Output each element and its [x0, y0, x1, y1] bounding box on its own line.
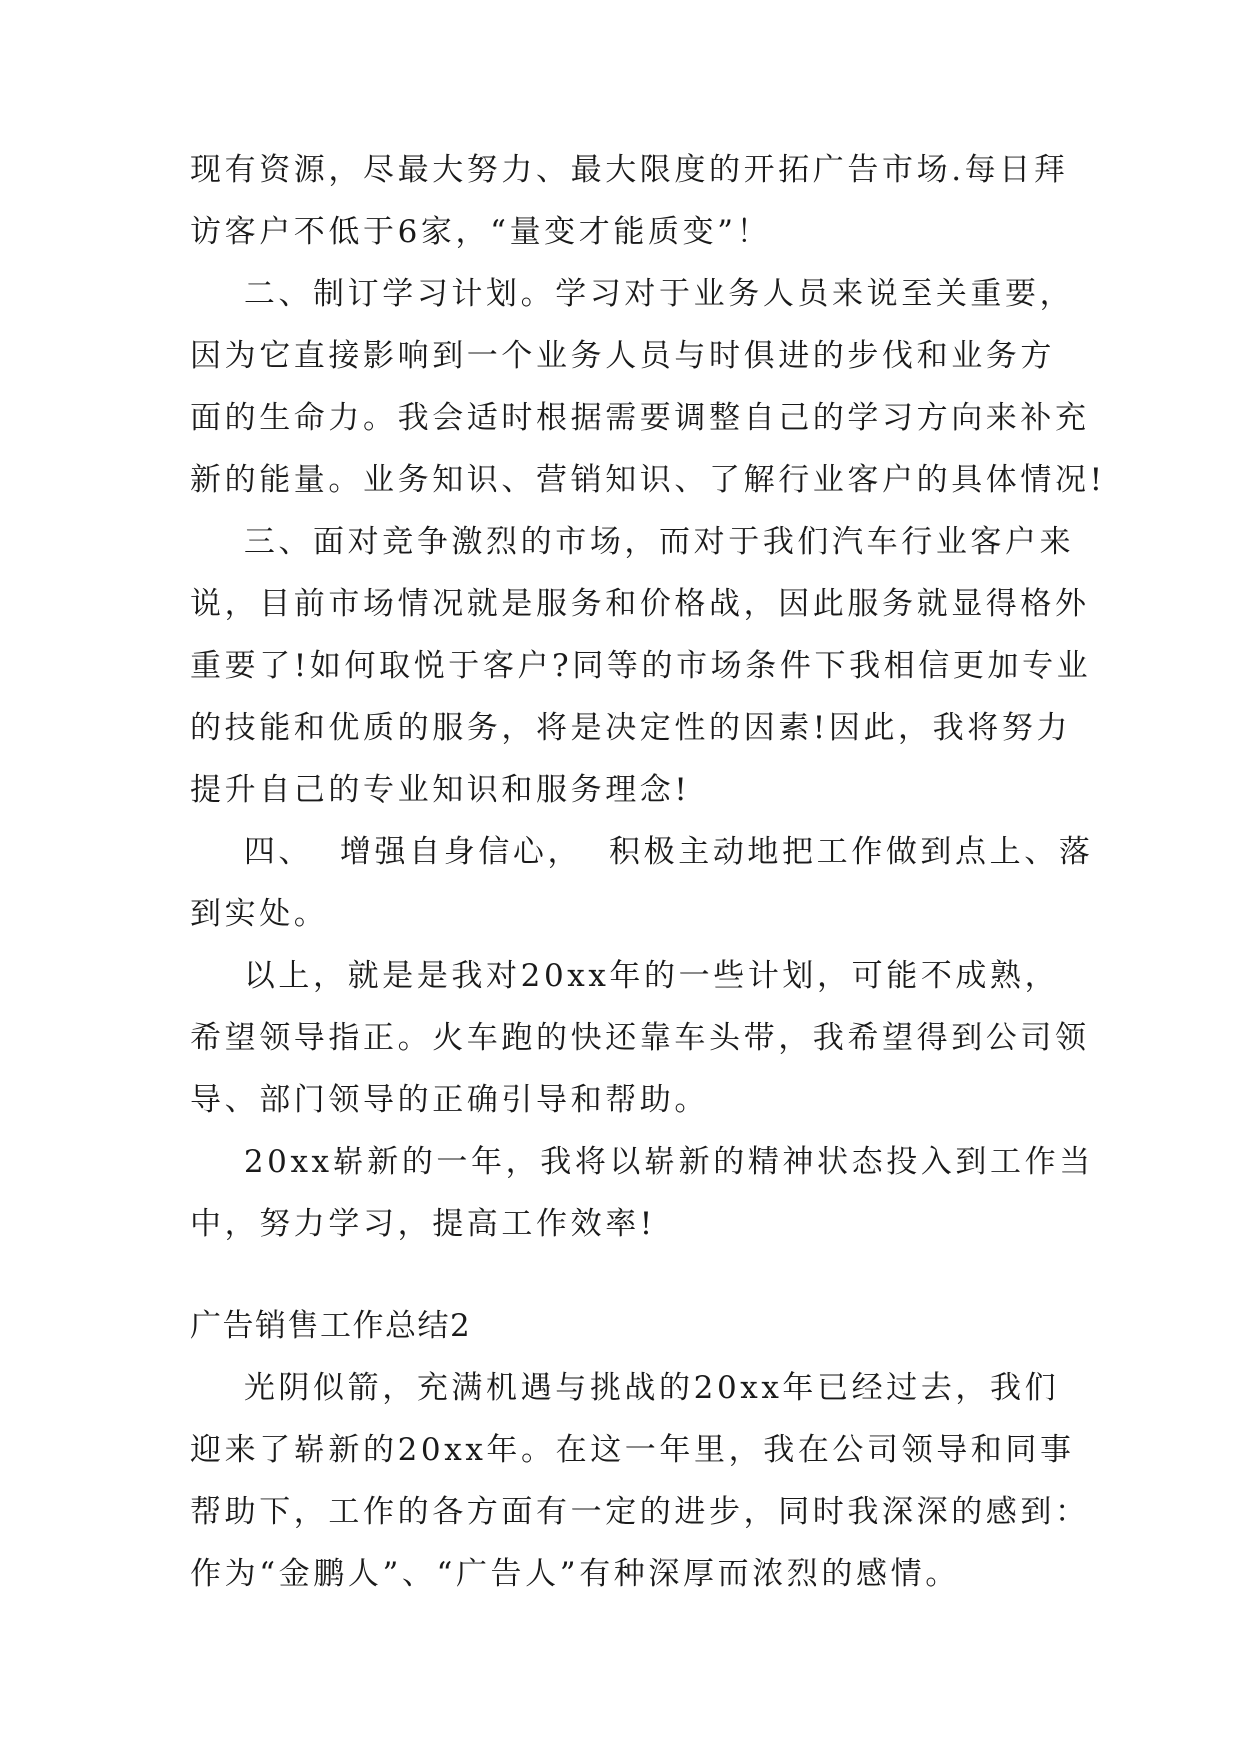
text-line: 希望领导指正。火车跑的快还靠车头带，我希望得到公司领: [190, 1020, 1090, 1056]
text-line: 作为“金鹏人”、“广告人”有种深厚而浓烈的感情。: [190, 1556, 960, 1592]
text-line: 说，目前市场情况就是服务和价格战，因此服务就显得格外: [190, 586, 1090, 622]
text-line: 新的能量。业务知识、营销知识、了解行业客户的具体情况!: [190, 462, 1106, 498]
text-line: 中，努力学习，提高工作效率!: [190, 1206, 656, 1242]
text-line: 20xx崭新的一年，我将以崭新的精神状态投入到工作当: [190, 1144, 1094, 1180]
text-line: 到实处。: [190, 896, 329, 932]
text-line: 面的生命力。我会适时根据需要调整自己的学习方向来补充: [190, 400, 1090, 436]
text-line: 导、部门领导的正确引导和帮助。: [190, 1082, 709, 1118]
text-line: 二、制订学习计划。学习对于业务人员来说至关重要，: [190, 276, 1075, 312]
text-line: 访客户不低于6家，“量变才能质变”！: [190, 214, 772, 250]
text-line: 光阴似箭，充满机遇与挑战的20xx年已经过去，我们: [190, 1370, 1060, 1406]
text-line: 现有资源，尽最大努力、最大限度的开拓广告市场.每日拜: [190, 152, 1069, 188]
text-line: 迎来了崭新的20xx年。在这一年里，我在公司领导和同事: [190, 1432, 1075, 1468]
text-line: 以上，就是是我对20xx年的一些计划，可能不成熟，: [190, 958, 1060, 994]
text-line: 三、面对竞争激烈的市场，而对于我们汽车行业客户来: [190, 524, 1075, 560]
text-line: 的技能和优质的服务，将是决定性的因素!因此，我将努力: [190, 710, 1072, 746]
section-heading: 广告销售工作总结2: [190, 1308, 472, 1344]
text-line: 四、 增强自身信心， 积极主动地把工作做到点上、落: [190, 834, 1094, 870]
text-line: 帮助下，工作的各方面有一定的进步，同时我深深的感到：: [190, 1494, 1090, 1530]
text-line: 重要了!如何取悦于客户?同等的市场条件下我相信更加专业: [190, 648, 1092, 684]
text-line: 因为它直接影响到一个业务人员与时俱进的步伐和业务方: [190, 338, 1055, 374]
text-line: 提升自己的专业知识和服务理念!: [190, 772, 691, 808]
